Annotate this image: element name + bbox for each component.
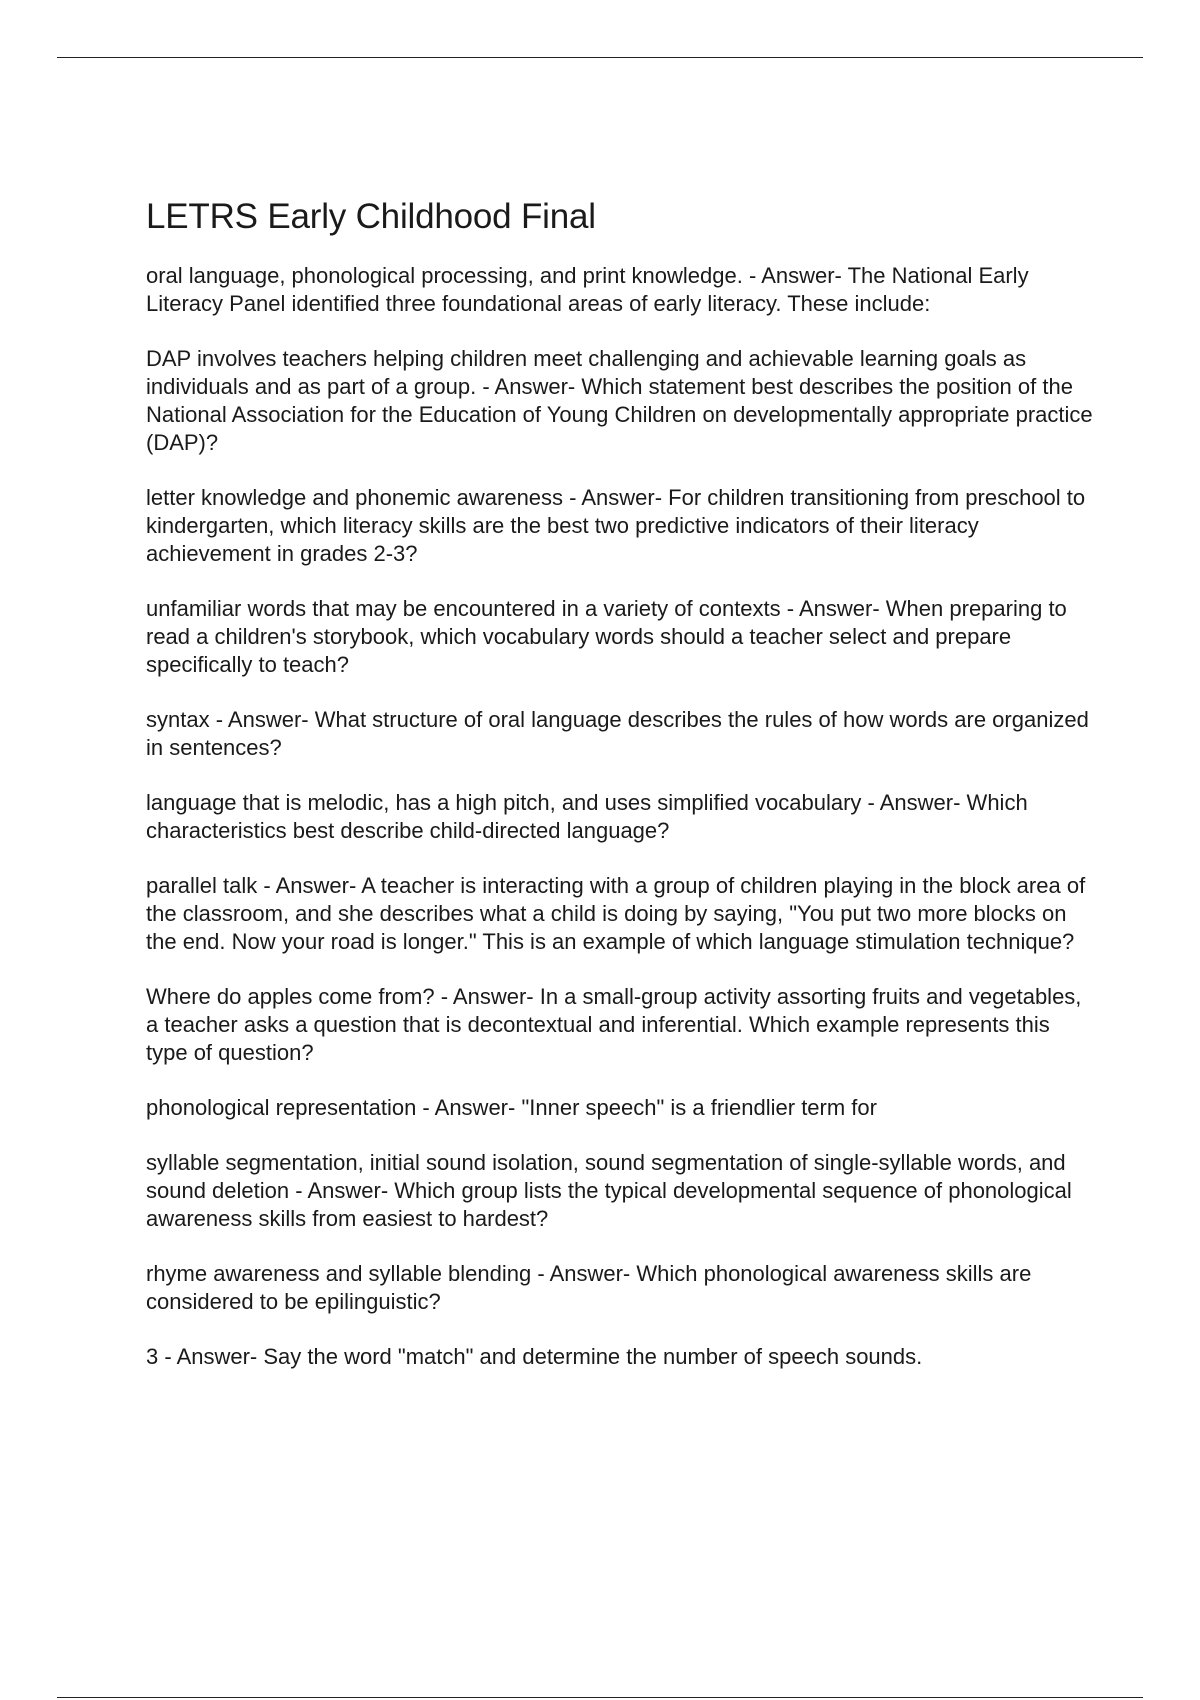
bottom-rule [57,1697,1143,1698]
qa-entry-4: unfamiliar words that may be encountered in a variety of contexts - Answer- When preparing to read a children's storybook, which vocabulary words should a teacher select and prepare specifically to teach? [146,596,1067,677]
qa-entry-6: language that is melodic, has a high pitch, and uses simplified vocabulary - Answer- Which characteristics best describe child-directed language? [146,790,1028,843]
qa-entry-2: DAP involves teachers helping children meet challenging and achievable learning goals as individuals and as part of a group. - Answer- Which statement best describes the position of the National Association for the Education of Young Children on developmentally appropriate practice (DAP)? [146,346,1093,455]
qa-entry-10: syllable segmentation, initial sound isolation, sound segmentation of single-syllable words, and sound deletion - Answer- Which group lists the typical developmental sequence of phonological awareness skills from easiest to hardest? [146,1150,1072,1231]
qa-entry-8: Where do apples come from? - Answer- In a small-group activity assorting fruits and vegetables, a teacher asks a question that is decontextual and inferential. Which example represents this type of question? [146,984,1082,1065]
top-rule [57,57,1143,58]
qa-entry-3: letter knowledge and phonemic awareness - Answer- For children transitioning from preschool to kindergarten, which literacy skills are the best two predictive indicators of their literacy achievement in grades 2-3? [146,485,1086,566]
qa-entry-7: parallel talk - Answer- A teacher is interacting with a group of children playing in the block area of the classroom, and she describes what a child is doing by saying, "You put two more blocks on the end. Now your road is longer." This is an example of which language stimulation technique? [146,873,1086,954]
qa-entry-1: oral language, phonological processing, and print knowledge. - Answer- The National Early Literacy Panel identified three foundational areas of early literacy. These include: [146,263,1029,316]
document-body [146,196,1096,1398]
qa-list [146,262,1096,1371]
qa-entry-9: phonological representation - Answer- "Inner speech" is a friendlier term for [146,1095,877,1120]
document-title: LETRS Early Childhood Final [146,197,596,236]
qa-entry-12: 3 - Answer- Say the word "match" and determine the number of speech sounds. [146,1344,923,1369]
qa-entry-11: rhyme awareness and syllable blending - Answer- Which phonological awareness skills are considered to be epilinguistic? [146,1261,1032,1314]
qa-entry-5: syntax - Answer- What structure of oral language describes the rules of how words are organized in sentences? [146,707,1089,760]
